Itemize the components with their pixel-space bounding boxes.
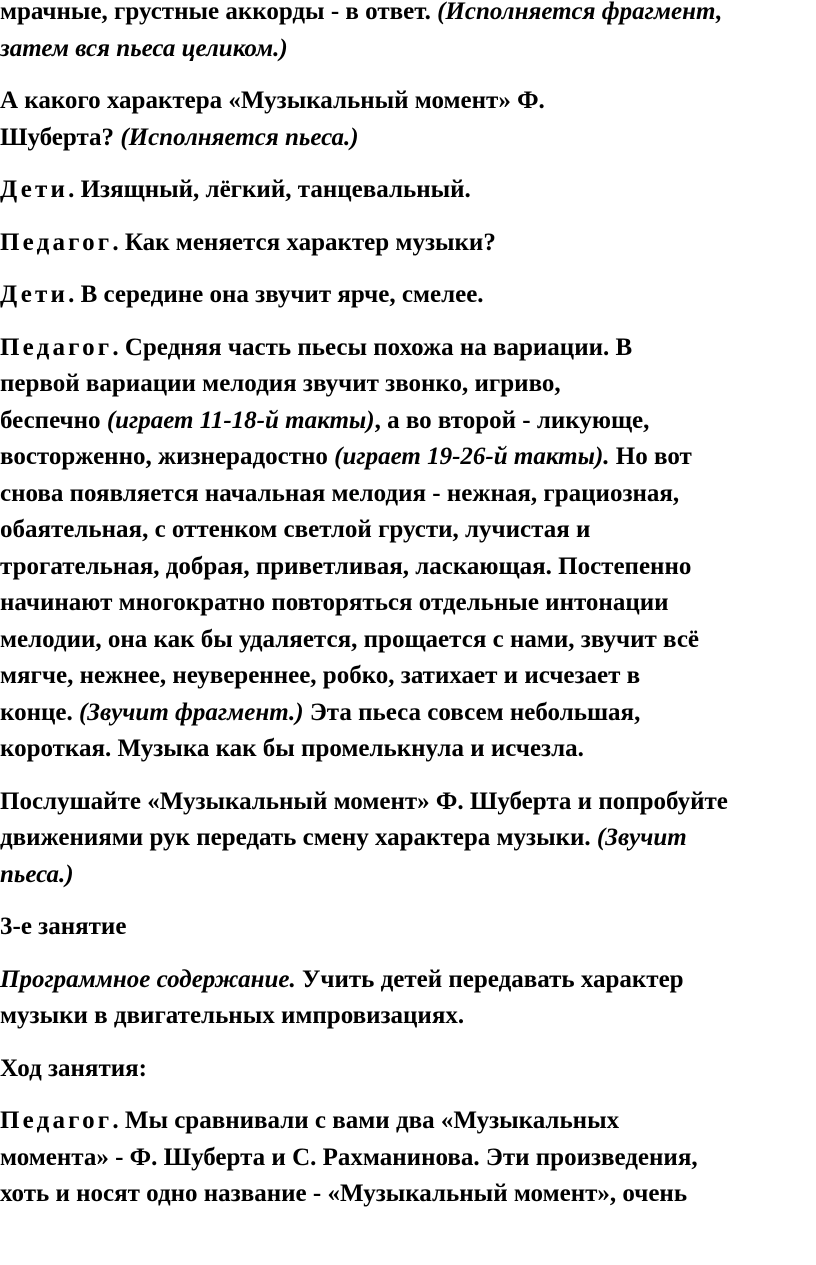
text-line	[0, 120, 816, 157]
text-line	[0, 585, 816, 622]
text-run: беспечно	[0, 406, 107, 434]
paragraph	[0, 1051, 816, 1088]
italic-text-run: (Исполняется пьеса.)	[120, 123, 359, 151]
speaker-label: Педагог	[0, 1107, 113, 1134]
speaker-label: Педагог	[0, 333, 113, 361]
text-line	[0, 1103, 816, 1140]
text-run: мягче, нежнее, неувереннее, робко, затихает и исчезает в	[0, 662, 641, 689]
paragraph	[0, 277, 816, 314]
text-line	[0, 909, 816, 946]
text-line	[0, 820, 816, 857]
text-line	[0, 731, 816, 768]
italic-text-run: (играет 19-26-й такты).	[334, 443, 610, 470]
text-run: обаятельная, с оттенком светлой грусти, лучистая и	[0, 516, 591, 543]
text-line	[0, 1051, 816, 1088]
text-run: , а во второй - ликующе,	[374, 406, 650, 434]
text-run: Эта пьеса совсем небольшая,	[303, 698, 641, 726]
italic-text-run: (играет 11-18-й такты)	[106, 406, 375, 434]
speaker-label: Педагог	[0, 228, 113, 256]
text-run: Шуберта?	[0, 123, 121, 151]
text-line	[0, 962, 816, 999]
text-line	[0, 172, 816, 209]
text-run: Ход занятия:	[0, 1054, 147, 1082]
paragraph	[0, 909, 816, 946]
paragraph	[0, 0, 816, 67]
text-run: Послушайте «Музыкальный момент» Ф. Шуберта и попробуйте	[0, 787, 728, 815]
italic-text-run: (Исполняется фрагмент,	[437, 0, 723, 25]
text-run: музыки в двигательных импровизациях.	[0, 1002, 465, 1029]
text-run: короткая. Музыка как бы промелькнула и исчезла.	[0, 735, 584, 762]
paragraph	[0, 83, 816, 156]
paragraph	[0, 1103, 816, 1213]
paragraph	[0, 225, 816, 262]
italic-text-run: (Звучит	[596, 824, 687, 851]
text-line	[0, 512, 816, 549]
text-run: . Мы сравнивали с вами два «Музыкальных	[112, 1107, 620, 1134]
text-line	[0, 403, 816, 440]
italic-text-run: пьеса.)	[0, 860, 74, 888]
text-line	[0, 277, 816, 314]
text-line	[0, 784, 816, 821]
text-line	[0, 695, 816, 732]
paragraph	[0, 784, 816, 894]
paragraph	[0, 172, 816, 209]
italic-text-run: затем вся пьеса целиком.)	[0, 34, 288, 62]
italic-text-run: (Звучит фрагмент.)	[78, 698, 304, 726]
text-line	[0, 330, 816, 367]
text-run: момента» - Ф. Шуберта и С. Рахманинова. Эти произведения,	[0, 1143, 698, 1171]
text-line	[0, 658, 816, 695]
text-run: конце.	[0, 698, 79, 726]
text-run: . В середине она звучит ярче, смелее.	[68, 281, 484, 308]
text-line	[0, 225, 816, 262]
text-line	[0, 857, 816, 894]
text-run: . Как меняется характер музыки?	[112, 228, 496, 256]
text-line	[0, 1140, 816, 1177]
text-line	[0, 366, 816, 403]
text-run: . Средняя часть пьесы похожа на вариации. В	[112, 333, 633, 361]
italic-text-run: Программное содержание.	[0, 965, 296, 993]
text-run: трогательная, добрая, приветливая, ласкающая. Постепенно	[0, 552, 692, 580]
text-line	[0, 549, 816, 586]
text-run: А какого характера «Музыкальный момент» Ф.	[0, 87, 545, 114]
text-run: мелодии, она как бы удаляется, прощается с нами, звучит всё	[0, 625, 700, 653]
text-run: начинают многократно повторяться отдельные интонации	[0, 589, 669, 616]
text-run: Учить детей передавать характер	[295, 965, 684, 993]
text-run: 3-е занятие	[0, 913, 127, 940]
text-run: первой вариации мелодия звучит звонко, игриво,	[0, 370, 561, 397]
text-line	[0, 622, 816, 659]
text-run: . Изящный, лёгкий, танцевальный.	[68, 176, 471, 203]
text-line	[0, 998, 816, 1035]
text-line	[0, 476, 816, 513]
text-run: восторженно, жизнерадостно	[0, 443, 335, 470]
text-run: движениями рук передать смену характера музыки.	[0, 824, 597, 851]
text-line	[0, 83, 816, 120]
text-run: мрачные, грустные аккорды - в ответ.	[0, 0, 438, 25]
text-run: Но вот	[609, 443, 692, 470]
text-run: хоть и носят одно название - «Музыкальный момент», очень	[0, 1180, 688, 1207]
paragraph	[0, 962, 816, 1035]
text-run: снова появляется начальная мелодия - нежная, грациозная,	[0, 479, 680, 507]
text-line	[0, 31, 816, 68]
text-line	[0, 1176, 816, 1213]
speaker-label: Дети	[0, 281, 69, 308]
text-line	[0, 439, 816, 476]
paragraph	[0, 330, 816, 768]
text-line	[0, 0, 816, 31]
speaker-label: Дети	[0, 176, 69, 203]
